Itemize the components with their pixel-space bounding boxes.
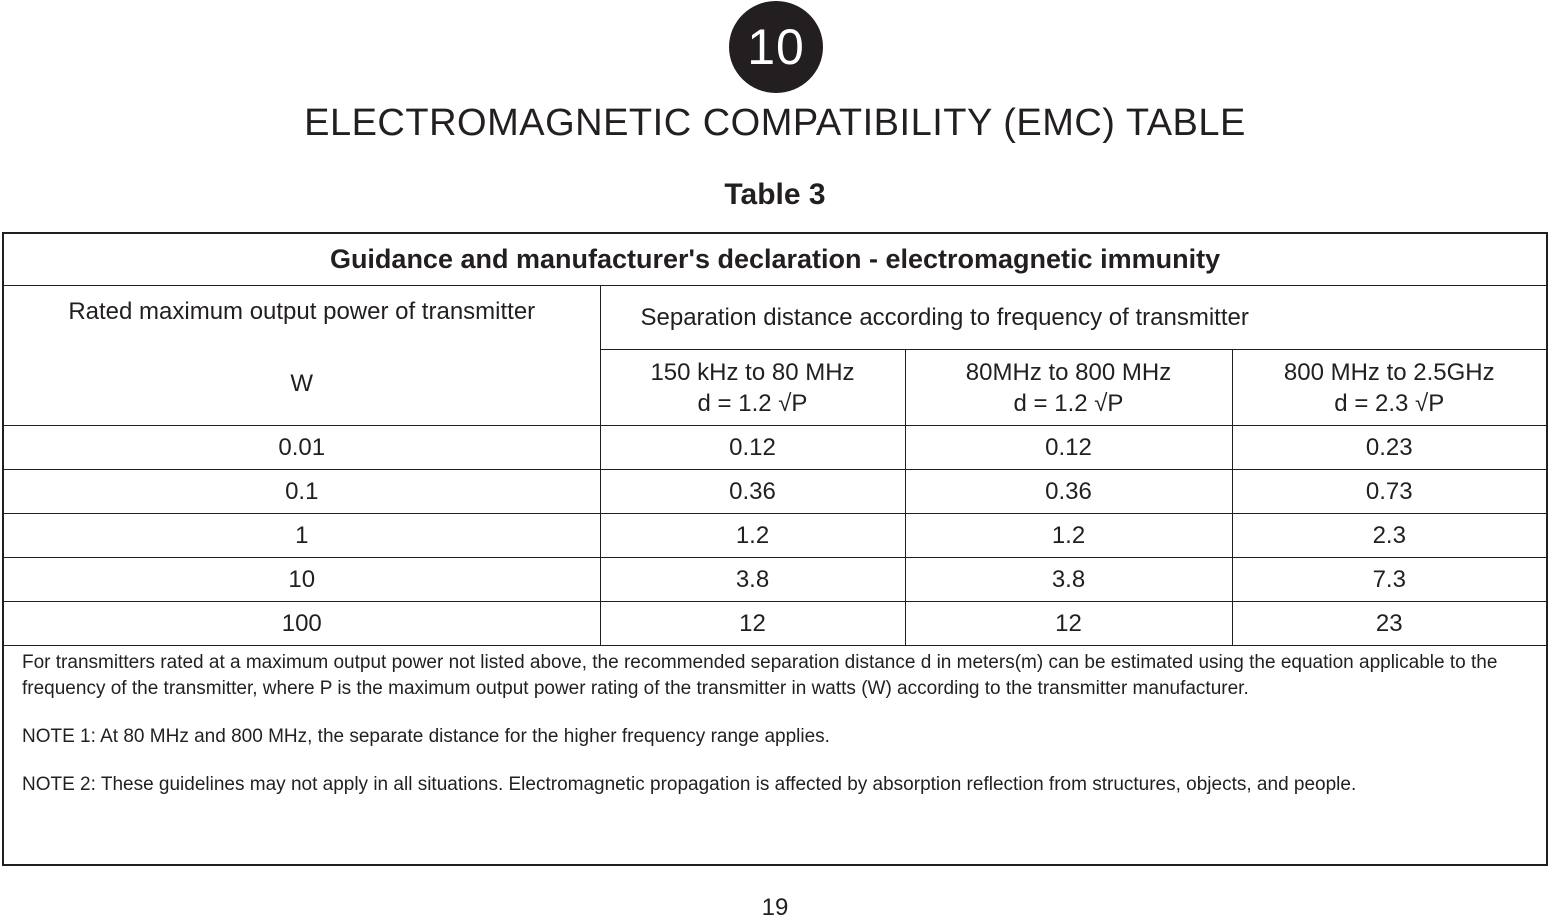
frequency-column-header xyxy=(905,350,1232,426)
distance-cell: 0.36 xyxy=(905,470,1232,514)
frequency-range: 800 MHz to 2.5GHz xyxy=(1283,358,1495,386)
distance-cell: 0.12 xyxy=(905,426,1232,470)
note-1: NOTE 1: At 80 MHz and 800 MHz, the separate distance for the higher frequency range applies. xyxy=(22,726,830,747)
notes-body: For transmitters rated at a maximum output power not listed above, the recommended separation distance d in meters(m) can be estimated using the equation applicable to the frequency of the transmitter, where P is the maximum output power rating of the transmitter in watts (W) according to the transmitter manufacturer. xyxy=(22,652,1498,699)
frequency-range: 150 kHz to 80 MHz xyxy=(650,358,855,386)
table-row xyxy=(4,602,1546,646)
frequency-column-header xyxy=(1232,350,1546,426)
distance-formula: d = 1.2 √P xyxy=(1013,389,1124,417)
table-row xyxy=(4,558,1546,602)
note-2: NOTE 2: These guidelines may not apply in all situations. Electromagnetic propagation is affected by absorption reflection from structures, objects, and people. xyxy=(22,774,1357,795)
distance-cell: 0.36 xyxy=(600,470,905,514)
page-number: 19 xyxy=(761,894,789,921)
frequency-range: 80MHz to 800 MHz xyxy=(965,358,1172,386)
separation-distance-header: Separation distance according to frequency of transmitter xyxy=(600,286,1546,350)
power-cell: 100 xyxy=(4,602,600,646)
distance-cell: 12 xyxy=(600,602,905,646)
emc-table xyxy=(4,234,1546,646)
power-cell: 1 xyxy=(4,514,600,558)
rated-power-unit: W xyxy=(290,370,314,397)
table-row xyxy=(4,426,1546,470)
distance-cell: 3.8 xyxy=(905,558,1232,602)
distance-cell: 3.8 xyxy=(600,558,905,602)
distance-cell: 0.23 xyxy=(1232,426,1546,470)
distance-cell: 2.3 xyxy=(1232,514,1546,558)
distance-cell: 0.73 xyxy=(1232,470,1546,514)
distance-formula: d = 1.2 √P xyxy=(697,389,808,417)
emc-table-container xyxy=(2,232,1548,866)
distance-cell: 1.2 xyxy=(600,514,905,558)
frequency-column-header xyxy=(600,350,905,426)
distance-cell: 0.12 xyxy=(600,426,905,470)
distance-cell: 7.3 xyxy=(1232,558,1546,602)
distance-cell: 12 xyxy=(905,602,1232,646)
distance-cell: 1.2 xyxy=(905,514,1232,558)
rated-power-header xyxy=(4,286,600,426)
table-header-row xyxy=(4,286,1546,350)
table-heading-row xyxy=(4,234,1546,286)
table-caption: Table 3 xyxy=(724,178,826,211)
power-cell: 10 xyxy=(4,558,600,602)
table-row xyxy=(4,514,1546,558)
power-cell: 0.1 xyxy=(4,470,600,514)
section-number-badge: 10 xyxy=(729,1,823,93)
distance-cell: 23 xyxy=(1232,602,1546,646)
power-cell: 0.01 xyxy=(4,426,600,470)
table-row xyxy=(4,470,1546,514)
table-heading: Guidance and manufacturer's declaration - electromagnetic immunity xyxy=(4,234,1546,286)
page-title: ELECTROMAGNETIC COMPATIBILITY (EMC) TABLE xyxy=(304,102,1246,144)
distance-formula: d = 2.3 √P xyxy=(1334,389,1445,417)
rated-power-label: Rated maximum output power of transmitter xyxy=(68,298,536,325)
table-notes xyxy=(22,650,1522,798)
